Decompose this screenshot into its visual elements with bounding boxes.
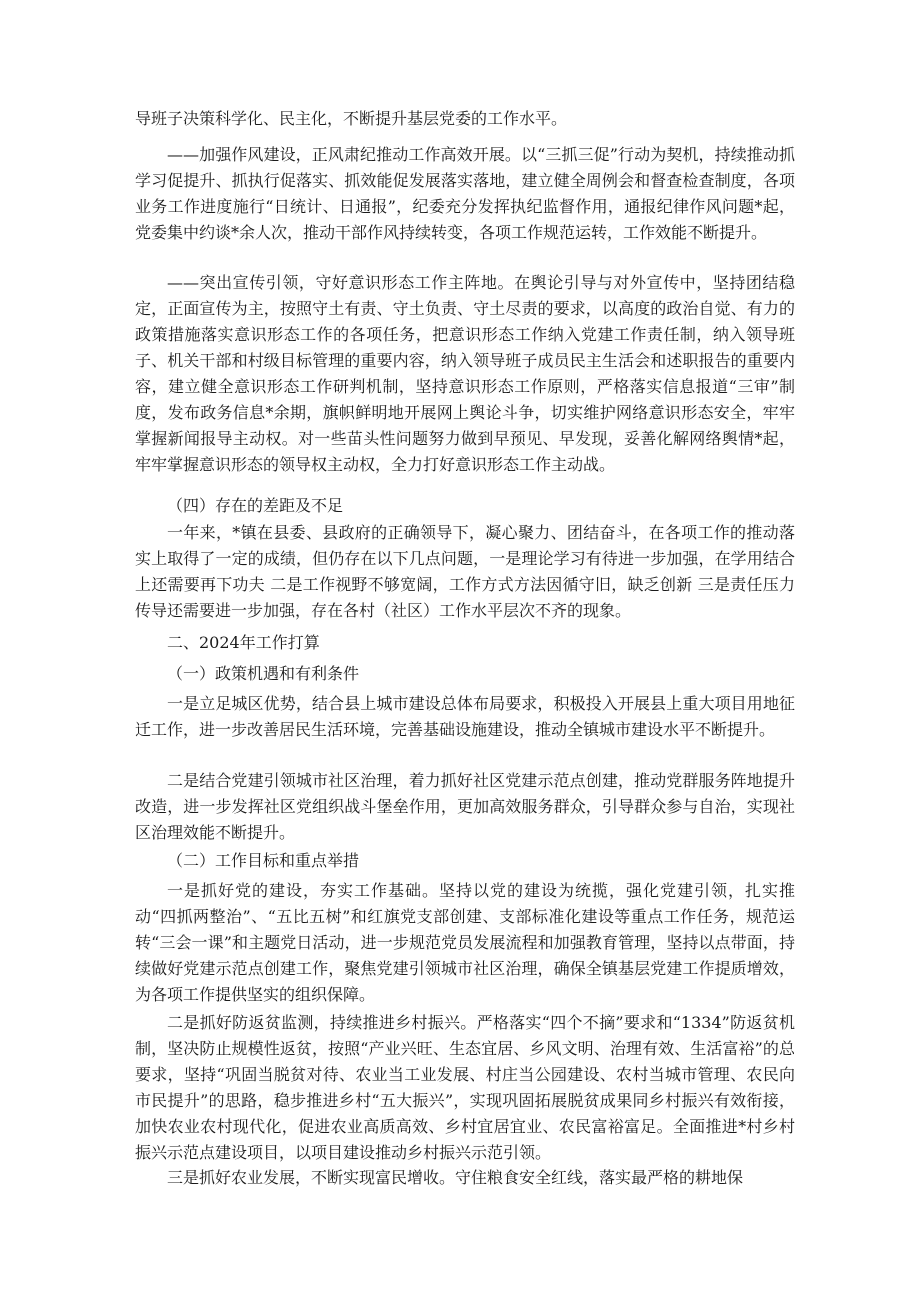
paragraph-3: ——突出宣传引领，守好意识形态工作主阵地。在舆论引导与对外宣传中，坚持团结稳定，正面宣传为主，按照守土有责、守土负责、守土尽责的要求，以高度的政治自觉、有力的政策措施落实意识形态工作的各项任务，把意识形态工作纳入党建工作责任制，纳入领导班子、机关干部和村级目标管理的重要内容，纳入领导班子成员民主生活会和述职报告的重要内容，建立健全意识形态工作研判机制，坚持意识形态工作原则，严格落实信息报道“三审”制度，发布政务信息*余期，旗帜鲜明地开展网上舆论斗争，切实维护网络意识形态安全，牢牢掌握新闻报导主动权。对一些苗头性问题努力做到早预见、早发现，妥善化解网络舆情*起，牢牢掌握意识形态的领导权主动权，全力打好意识形态工作主动战。 bbox=[135, 273, 795, 474]
section-heading-gaps bbox=[135, 493, 795, 522]
paragraph-agriculture bbox=[135, 1165, 795, 1194]
paragraph-work-style bbox=[135, 142, 795, 249]
heading-2024-plan: 二、2024年工作打算 bbox=[167, 633, 320, 652]
paragraph-poverty-monitoring bbox=[135, 1010, 795, 1169]
paragraph-8: 一是立足城区优势，结合县上城市建设总体布局要求，积极投入开展县上重大项目用地征迁工作，进一步改善居民生活环境，完善基础设施建设，推动全镇城市建设水平不断提升。 bbox=[135, 694, 795, 739]
section-heading-plan bbox=[135, 630, 795, 659]
section-heading-opportunities bbox=[135, 661, 795, 690]
paragraph-12: 二是抓好防返贫监测，持续推进乡村振兴。严格落实“四个不摘”要求和“1334”防返贫机制，坚决防止规模性返贫，按照“产业兴旺、生态宜居、乡风文明、治理有效、生活富裕”的总要求，坚持“巩固当脱贫对待、农业当工业发展、村庄当公园建设、农村当城市管理、农民向市民提升”的思路，稳步推进乡村“五大振兴”，实现巩固拓展脱贫成果同乡村振兴有效衔接，加快农业农村现代化，促进农业高质高效、乡村宜居宜业、农民富裕富足。全面推进*村乡村振兴示范点建设项目，以项目建设推动乡村振兴示范引领。 bbox=[135, 1013, 795, 1162]
paragraph-urban-advantage bbox=[135, 691, 795, 746]
paragraph-community-governance bbox=[135, 768, 795, 849]
paragraph-13: 三是抓好农业发展，不断实现富民增收。守住粮食安全红线，落实最严格的耕地保 bbox=[167, 1168, 744, 1187]
paragraph-9: 二是结合党建引领城市社区治理，着力抓好社区党建示范点创建，推动党群服务阵地提升改造，进一步发挥社区党组织战斗堡垒作用，更加高效服务群众，引导群众参与自治，实现社区治理效能不断提升。 bbox=[135, 771, 795, 842]
paragraph-1: 导班子决策科学化、民主化，不断提升基层党委的工作水平。 bbox=[135, 109, 568, 128]
subheading-4: （四）存在的差距及不足 bbox=[167, 496, 344, 515]
paragraph-ideology bbox=[135, 270, 795, 481]
subheading-goals: （二）工作目标和重点举措 bbox=[167, 851, 360, 870]
paragraph-5: 一年来，*镇在县委、县政府的正确领导下，凝心聚力、团结奋斗，在各项工作的推动落实上取得了一定的成绩，但仍存在以下几点问题，一是理论学习有待进一步加强，在学用结合上还需要再下功夫 二是工作视野不够宽阔，工作方式方法因循守旧，缺乏创新 三是责任压力传导还需要进一步加强，存在各村（社区）工作水平层次不齐的现象。 bbox=[135, 523, 795, 620]
paragraph-continuation bbox=[135, 106, 795, 135]
subheading-opportunities: （一）政策机遇和有利条件 bbox=[167, 664, 360, 683]
section-heading-goals bbox=[135, 848, 795, 877]
paragraph-gaps bbox=[135, 520, 795, 627]
paragraph-11: 一是抓好党的建设，夯实工作基础。坚持以党的建设为统揽，强化党建引领，扎实推动“四抓两整治”、“五比五树”和红旗党支部创建、支部标准化建设等重点工作任务，规范运转“三会一课”和主题党日活动，进一步规范党员发展流程和加强教育管理，坚持以点带面，持续做好党建示范点创建工作，聚焦党建引领城市社区治理，确保全镇基层党建工作提质增效，为各项工作提供坚实的组织保障。 bbox=[135, 881, 795, 1004]
paragraph-2: ——加强作风建设，正风肃纪推动工作高效开展。以“三抓三促”行动为契机，持续推动抓学习促提升、抓执行促落实、抓效能促发展落实落地，建立健全周例会和督查检查制度，各项业务工作进度施行“日统计、日通报”，纪委充分发挥执纪监督作用，通报纪律作风问题*起，党委集中约谈*余人次，推动干部作风持续转变，各项工作规范运转，工作效能不断提升。 bbox=[135, 145, 795, 242]
paragraph-party-building bbox=[135, 878, 795, 1011]
